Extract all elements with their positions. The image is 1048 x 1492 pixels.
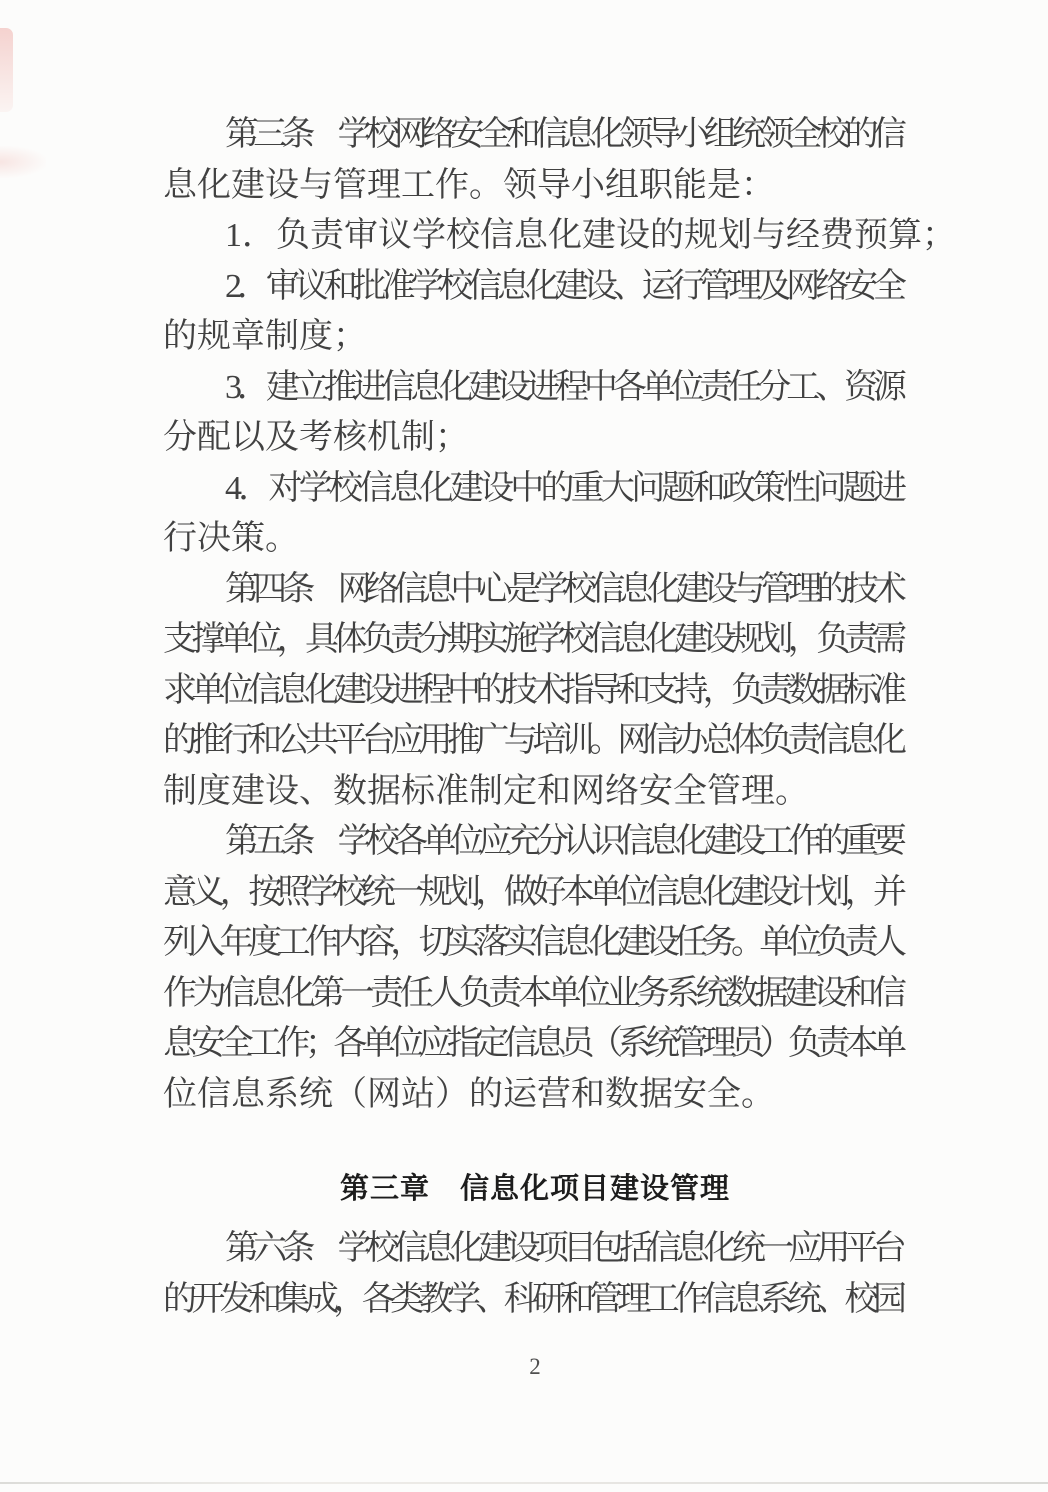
document-body	[163, 110, 956, 1120]
text-line: 息化建设与管理工作。领导小组职能是：	[163, 166, 775, 204]
text-line: 第五条 学校各单位应充分认识信息化建设工作的重要	[225, 823, 902, 860]
scan-stain-mark	[0, 28, 13, 112]
text-line: 第四条 网络信息中心是学校信息化建设与管理的技术	[225, 570, 902, 608]
text-line: 1．负责审议学校信息化建设的规划与经费预算；	[225, 217, 956, 254]
text-line: 列入年度工作内容，切实落实信息化建设任务。单位负责人	[163, 924, 902, 961]
paragraph-article-6	[163, 1224, 907, 1325]
paragraph-item-3	[163, 363, 907, 464]
paragraph-article-5	[163, 817, 907, 1120]
text-line: 求单位信息化建设进程中的技术指导和支持，负责数据标准	[163, 671, 902, 709]
text-line: 位信息系统（网站）的运营和数据安全。	[163, 1075, 775, 1113]
text-line: 的规章制度；	[163, 318, 367, 355]
text-line: 作为信息化第一责任人负责本单位业务系统数据建设和信	[163, 974, 903, 1012]
paragraph-article-4	[163, 565, 907, 818]
scan-stain-mark	[0, 146, 46, 178]
text-line: 的开发和集成，各类教学、科研和管理工作信息系统、校园	[163, 1280, 902, 1318]
text-line: 第三条 学校网络安全和信息化领导小组统领全校的信	[225, 116, 902, 153]
text-line: 4．对学校信息化建设中的重大问题和政策性问题进	[225, 469, 904, 507]
text-line: 行决策。	[163, 520, 299, 557]
text-line: 支撑单位，具体负责分期实施学校信息化建设规划，负责需	[163, 621, 902, 658]
document-body-after-heading	[163, 1224, 907, 1325]
paragraph-item-1	[163, 211, 956, 262]
text-line: 制度建设、数据标准制定和网络安全管理。	[163, 772, 809, 810]
text-line: 2．审议和批准学校信息化建设、运行管理及网络安全	[225, 267, 902, 305]
paragraph-item-4	[163, 464, 907, 565]
text-line: 分配以及考核机制；	[163, 419, 469, 456]
text-line: 息安全工作；各单位应指定信息员（系统管理员）负责本单	[163, 1025, 902, 1062]
text-line: 的推行和公共平台应用推广与培训。网信办总体负责信息化	[163, 722, 902, 759]
chapter-heading: 第三章 信息化项目建设管理	[339, 1173, 730, 1205]
paragraph-article-3	[163, 110, 907, 211]
text-line: 第六条 学校信息化建设项目包括信息化统一应用平台	[225, 1230, 902, 1267]
page-edge-shadow	[0, 1482, 1048, 1484]
text-line: 意义，按照学校统一规划，做好本单位信息化建设计划，并	[163, 873, 902, 911]
page-number: 2	[529, 1354, 541, 1379]
paragraph-item-2	[163, 262, 907, 363]
text-line: 3．建立推进信息化建设进程中各单位责任分工、资源	[225, 368, 902, 406]
